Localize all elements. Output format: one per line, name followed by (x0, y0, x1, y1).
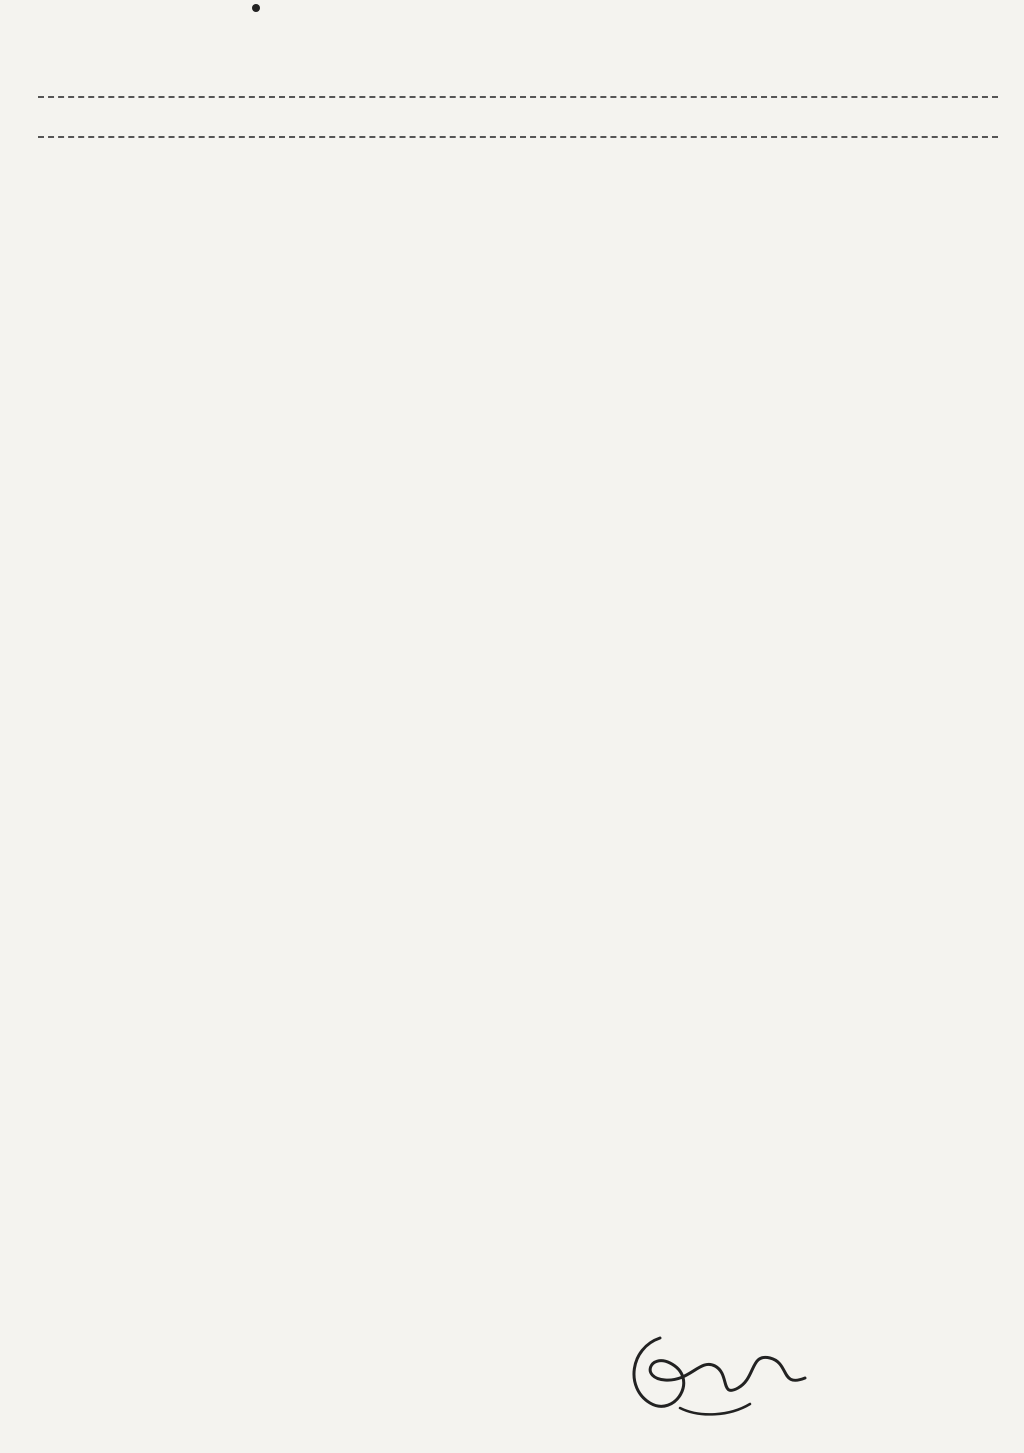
header-rule-bottom (38, 136, 998, 138)
signature-scribble (620, 1318, 810, 1428)
header-rule-top (38, 96, 998, 98)
punch-dot (252, 4, 260, 12)
